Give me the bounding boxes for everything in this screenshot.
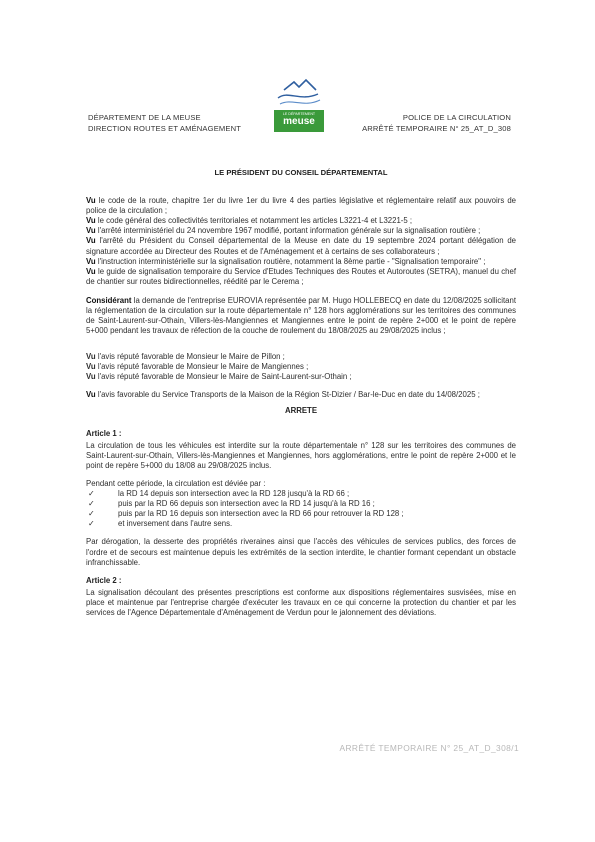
vu-label: Vu <box>86 236 96 246</box>
check-icon: ✓ <box>88 489 95 499</box>
vu-label: Vu <box>86 256 96 266</box>
vu-label: Vu <box>86 226 96 236</box>
deviation-item <box>86 499 516 509</box>
check-icon: ✓ <box>88 519 95 529</box>
article-1-text: La circulation de tous les véhicules est interdite sur la route départementale n° 128 sur les territoires des communes de Saint-Laurent-sur-Othain, Villers-lès-Mangiennes et Mangiennes, hors agglomérations, entre le point de repère 2+000 et le point de repère 5+000 du 18/08 au 29/08/2025 inclus. <box>86 440 516 470</box>
article-1-title: Article 1 : <box>86 428 122 438</box>
deviation-item <box>86 509 516 519</box>
logo-wordmark: meuse <box>283 116 315 127</box>
deviation-text: la RD 14 depuis son intersection avec la RD 128 jusqu'à la RD 66 ; <box>118 489 350 499</box>
visa-item <box>86 267 516 287</box>
police-heading: POLICE DE LA CIRCULATION <box>402 113 511 122</box>
article-2-title: Article 2 : <box>86 575 122 585</box>
avis-list <box>86 352 516 382</box>
department-name: DÉPARTEMENT DE LA MEUSE <box>88 113 201 122</box>
deviation-intro: Pendant cette période, la circulation est déviée par : <box>86 478 266 488</box>
deviation-text: puis par la RD 66 depuis son intersection avec la RD 14 jusqu'à la RD 16 ; <box>118 499 375 509</box>
vu-label: Vu <box>86 352 96 362</box>
vu-label: Vu <box>86 216 96 226</box>
direction-name: DIRECTION ROUTES ET AMÉNAGEMENT <box>88 124 242 133</box>
avis-text: l'avis réputé favorable de Monsieur le Maire de Pillon ; <box>97 352 285 362</box>
article-2-text: La signalisation découlant des présentes prescriptions est conforme aux dispositions réglementaires susvisées, mise en place et maintenue par l'entreprise chargée d'exécuter les travaux en ce qui concerne la protection du chantier et par les services de l'Agence Départementale d'Aménagement de Verdun pour le jalonnement des déviations. <box>86 587 516 617</box>
logo-subtitle: LE DÉPARTEMENT <box>282 112 316 116</box>
check-icon: ✓ <box>88 499 95 509</box>
arrete-heading: ARRETE <box>284 406 318 416</box>
deviation-item <box>86 489 516 499</box>
footer-reference: ARRÊTÉ TEMPORAIRE N° 25_AT_D_308/1 <box>339 743 519 753</box>
document-body <box>86 158 516 618</box>
avis-transport-text: l'avis favorable du Service Transports de la Maison de la Région St-Dizier / Bar-le-Duc en date du 14/08/2025 ; <box>97 390 480 400</box>
vu-label: Vu <box>86 196 96 206</box>
vu-label: Vu <box>86 390 96 400</box>
deviation-list <box>86 489 516 529</box>
visa-item <box>86 196 516 216</box>
visa-text: l'arrêté interministériel du 24 novembre 1967 modifié, portant information générale sur la signalisation routière ; <box>97 226 481 236</box>
avis-transport <box>86 390 516 400</box>
visa-item <box>86 216 516 226</box>
deviation-item <box>86 519 516 529</box>
avis-item <box>86 362 516 372</box>
avis-item <box>86 352 516 362</box>
considerant-label: Considérant <box>86 295 132 305</box>
vu-label: Vu <box>86 372 96 382</box>
arrete-reference: ARRÊTÉ TEMPORAIRE N° 25_AT_D_308 <box>362 124 511 133</box>
meuse-logo <box>270 76 328 134</box>
derogation-paragraph: Par dérogation, la desserte des propriétés riveraines ainsi que l'accès des véhicules de services publics, des forces de l'ordre et de secours est maintenue depuis les extrémités de la section interdite, le chantier formant cependant un obstacle infranchissable. <box>86 537 516 567</box>
issuer-block <box>88 112 241 134</box>
document-title: LE PRÉSIDENT DU CONSEIL DÉPARTEMENTAL <box>214 168 388 177</box>
avis-text: l'avis réputé favorable de Monsieur le Maire de Mangiennes ; <box>97 362 309 372</box>
considerant-text: la demande de l'entreprise EUROVIA représentée par M. Hugo HOLLEBECQ en date du 12/08/2025 sollicitant la réglementation de la circulation sur la route départementale n° 128 hors agglomérations sur les territoires des communes de Saint-Laurent-sur-Othain, Villers-lès-Mangiennes et Mangiennes entre le point de repère 2+000 et le point de repère 5+000 pendant les travaux de réfection de la couche de roulement du 18/08/2025 au 29/08/2025 inclus ; <box>86 295 516 336</box>
visa-item <box>86 236 516 256</box>
avis-item <box>86 372 516 382</box>
vu-label: Vu <box>86 362 96 372</box>
visa-item <box>86 226 516 236</box>
visa-text: le guide de signalisation temporaire du Service d'Etudes Techniques des Routes et Autoroutes (SETRA), manuel du chef de chantier sur routes bidirectionnelles, réédité par le Cerema ; <box>86 266 517 286</box>
check-icon: ✓ <box>88 509 95 519</box>
deviation-text: et inversement dans l'autre sens. <box>118 519 233 529</box>
considerant-paragraph <box>86 296 516 336</box>
visa-text: l'instruction interministérielle sur la signalisation routière, notamment la 8ème partie - "Signalisation temporaire" ; <box>97 256 486 266</box>
visa-text: le code de la route, chapitre 1er du livre 1er du livre 4 des parties législative et réglementaire relatif aux pouvoirs de police de la circulation ; <box>86 196 516 216</box>
visa-text: le code général des collectivités territoriales et notamment les articles L3221-4 et L3221-5 ; <box>97 216 413 226</box>
visas-list <box>86 196 516 287</box>
avis-text: l'avis réputé favorable de Monsieur le Maire de Saint-Laurent-sur-Othain ; <box>97 372 352 382</box>
deviation-text: puis par la RD 16 depuis son intersection avec la RD 66 pour retrouver la RD 128 ; <box>118 509 404 519</box>
visa-item <box>86 257 516 267</box>
vu-label: Vu <box>86 266 96 276</box>
visa-text: l'arrêté du Président du Conseil départemental de la Meuse en date du 19 septembre 2024 portant délégation de signature accordée au Directeur des Routes et de l'Aménagement et à certains de ses collaborateurs ; <box>86 236 517 256</box>
reference-block <box>362 112 511 134</box>
